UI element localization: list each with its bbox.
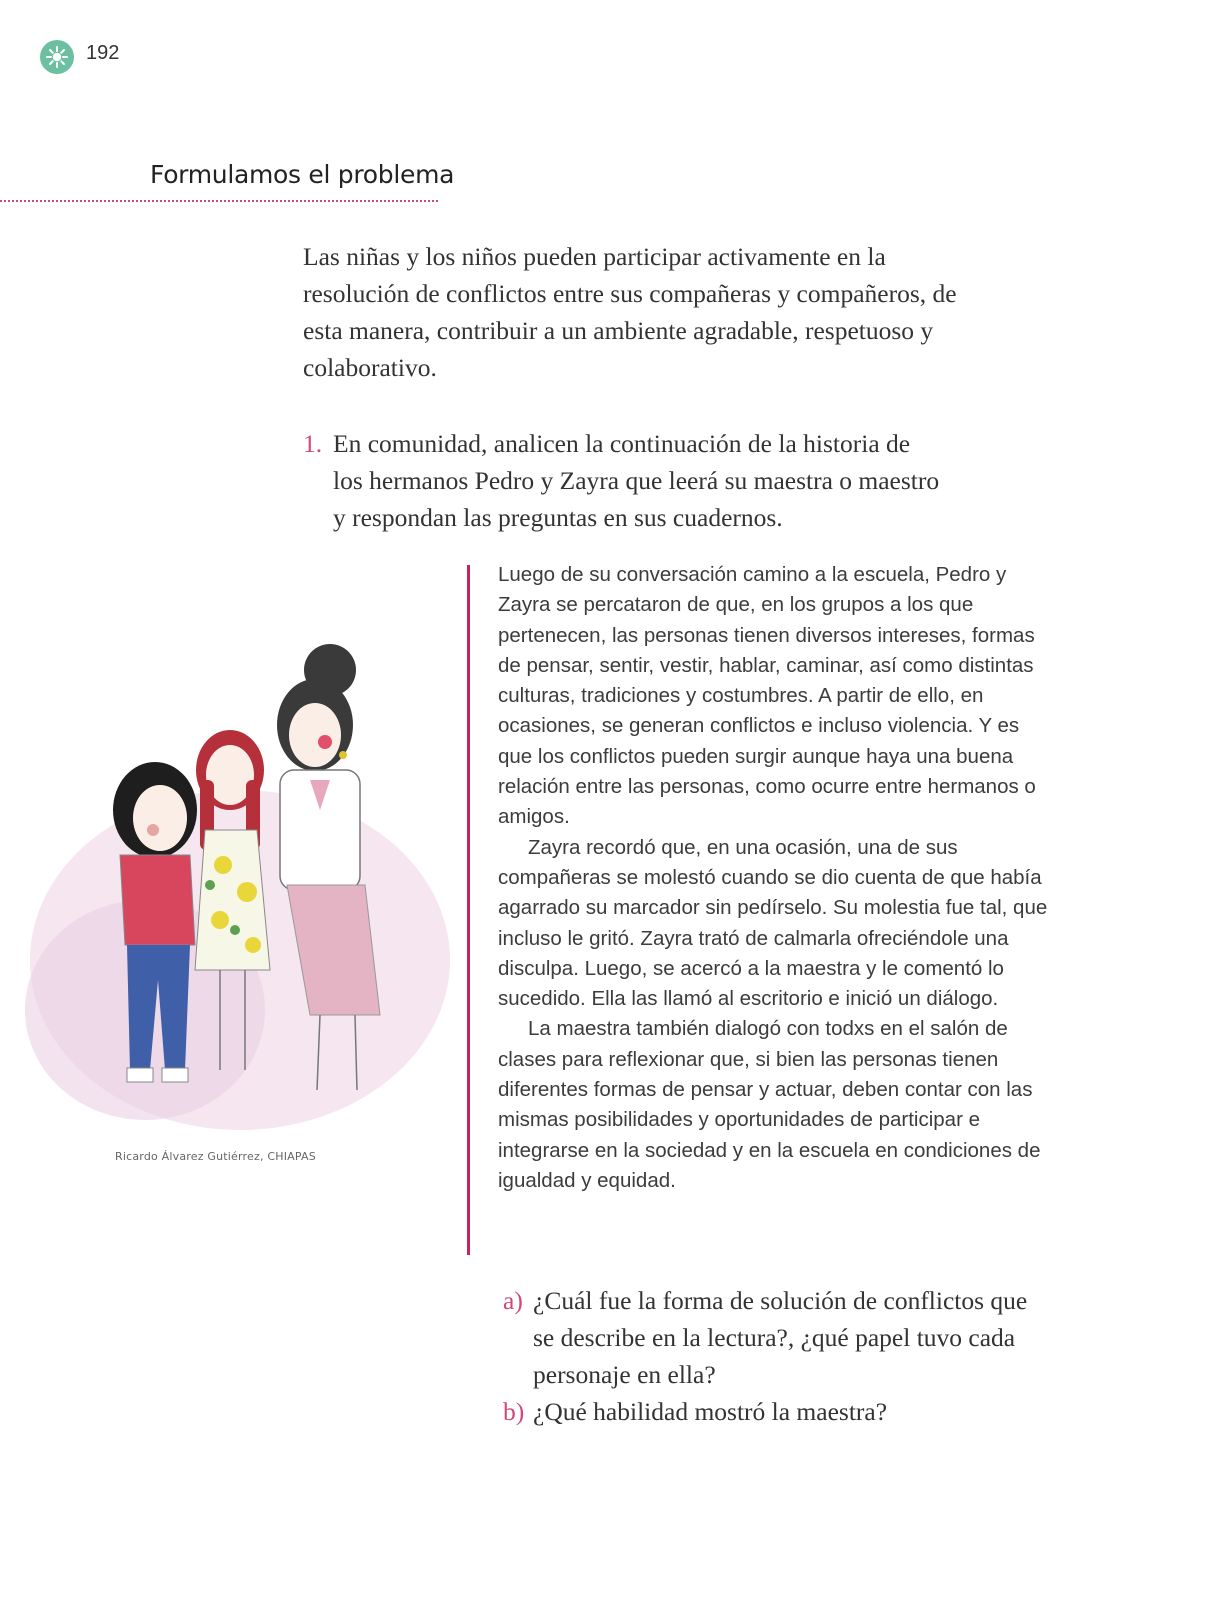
story-paragraph: Zayra recordó que, en una ocasión, una de sus compañeras se molestó cuando se dio cuenta de que había agarrado su marcador sin pedírselo. Su molestia fue tal, que incluso le gritó. Zayra trató de calmarla ofreciéndole una disculpa. Luego, se acercó a la maestra y le comentó lo sucedido. Ella las llamó al escritorio e inició un diálogo. bbox=[498, 835, 1048, 1011]
question-text: ¿Cuál fue la forma de solución de conflictos que se describe en la lectura?, ¿qué papel tuvo cada personaje en ella? bbox=[533, 1286, 1028, 1389]
students-and-teacher-illustration bbox=[25, 630, 455, 1130]
story-text bbox=[498, 560, 1058, 1196]
activity-instruction bbox=[303, 425, 943, 536]
question-text: ¿Qué habilidad mostró la maestra? bbox=[533, 1397, 888, 1426]
story-paragraph: Luego de su conversación camino a la escuela, Pedro y Zayra se percataron de que, en los grupos a los que pertenecen, las personas tienen diversos intereses, formas de pensar, sentir, vestir, hablar, caminar, así como distintas culturas, tradiciones y costumbres. A partir de ello, en ocasiones, se generan conflictos e incluso violencia. Y es que los conflictos pueden surgir aunque haya una buena relación entre las personas, como ocurre entre hermanos o amigos. bbox=[498, 563, 1036, 829]
activity-text: En comunidad, analicen la continuación de la historia de los hermanos Pedro y Zayra que leerá su maestra o maestro y respondan las preguntas en sus cuadernos. bbox=[333, 429, 940, 532]
questions-list bbox=[503, 1282, 1043, 1430]
page-number: 192 bbox=[86, 42, 120, 64]
question-item bbox=[503, 1393, 1043, 1430]
illustration-caption bbox=[115, 1150, 316, 1163]
sun-gear-icon bbox=[45, 45, 69, 69]
question-letter: b) bbox=[503, 1397, 525, 1426]
story-paragraph: La maestra también dialogó con todxs en el salón de clases para reflexionar que, si bien las personas tienen diferentes formas de pensar y actuar, deben contar con las mismas posibilidades y oportunidades de participar e integrarse en la sociedad y en la escuela en condiciones de igualdad y equidad. bbox=[498, 1017, 1041, 1192]
page-badge bbox=[40, 40, 74, 74]
story-accent-bar bbox=[467, 565, 470, 1255]
section-title: Formulamos el problema bbox=[150, 160, 455, 189]
question-letter: a) bbox=[503, 1286, 523, 1315]
caption-author: Ricardo Álvarez Gutiérrez, bbox=[115, 1150, 264, 1163]
section-divider bbox=[0, 200, 438, 202]
caption-state: CHIAPAS bbox=[267, 1150, 316, 1163]
activity-number: 1. bbox=[303, 429, 323, 458]
question-item bbox=[503, 1282, 1043, 1393]
intro-paragraph: Las niñas y los niños pueden participar activamente en la resolución de conflictos entre sus compañeras y compañeros, de esta manera, contribuir a un ambiente agradable, respetuoso y colaborativo. bbox=[303, 242, 957, 382]
